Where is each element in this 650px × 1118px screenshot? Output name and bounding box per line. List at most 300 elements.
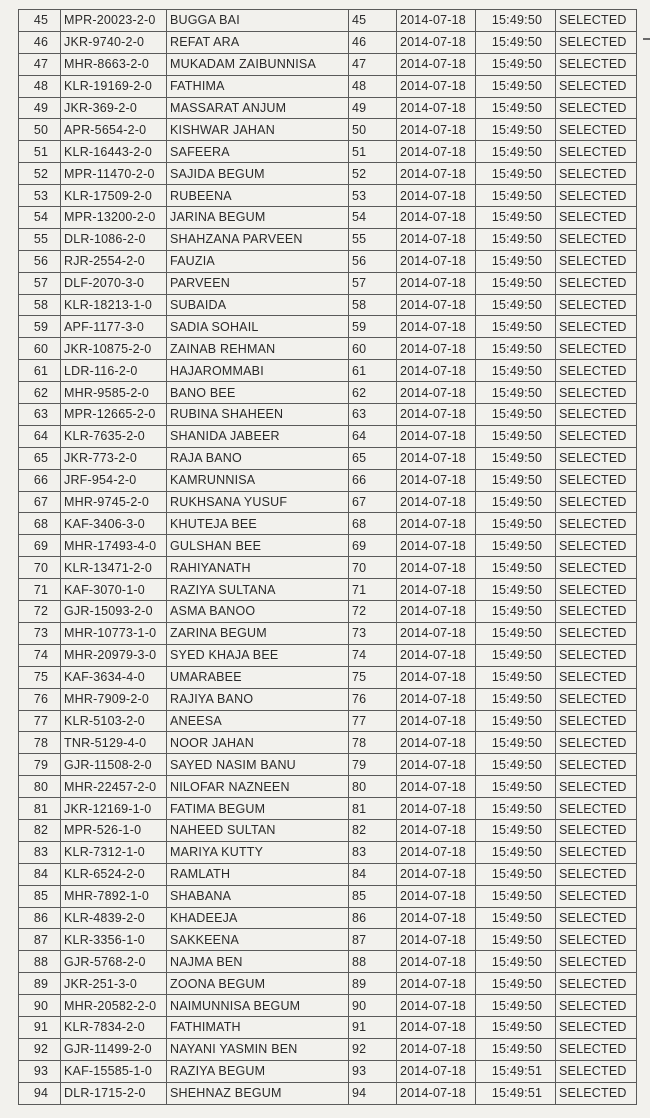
date-cell: 2014-07-18 (397, 97, 476, 119)
candidate-name-cell: MASSARAT ANJUM (167, 97, 349, 119)
serial-number-cell: 64 (19, 425, 61, 447)
application-id-cell: MHR-17493-4-0 (61, 535, 167, 557)
time-cell: 15:49:50 (476, 185, 556, 207)
rank-cell: 68 (349, 513, 397, 535)
status-cell: SELECTED (556, 688, 637, 710)
time-cell: 15:49:51 (476, 1082, 556, 1104)
candidate-name-cell: SHANIDA JABEER (167, 425, 349, 447)
candidate-name-cell: RAZIYA SULTANA (167, 579, 349, 601)
status-cell: SELECTED (556, 228, 637, 250)
candidate-name-cell: ZARINA BEGUM (167, 622, 349, 644)
time-cell: 15:49:50 (476, 10, 556, 32)
candidate-name-cell: HAJAROMMABI (167, 360, 349, 382)
date-cell: 2014-07-18 (397, 995, 476, 1017)
rank-cell: 71 (349, 579, 397, 601)
table-row (19, 863, 637, 885)
time-cell: 15:49:50 (476, 710, 556, 732)
application-id-cell: KAF-15585-1-0 (61, 1060, 167, 1082)
serial-number-cell: 58 (19, 294, 61, 316)
serial-number-cell: 50 (19, 119, 61, 141)
date-cell: 2014-07-18 (397, 163, 476, 185)
candidate-name-cell: KHADEEJA (167, 907, 349, 929)
application-id-cell: KLR-6524-2-0 (61, 863, 167, 885)
application-id-cell: MHR-9585-2-0 (61, 382, 167, 404)
date-cell: 2014-07-18 (397, 404, 476, 426)
date-cell: 2014-07-18 (397, 1038, 476, 1060)
time-cell: 15:49:50 (476, 885, 556, 907)
application-id-cell: MPR-12665-2-0 (61, 404, 167, 426)
application-id-cell: KLR-18213-1-0 (61, 294, 167, 316)
date-cell: 2014-07-18 (397, 360, 476, 382)
application-id-cell: MPR-20023-2-0 (61, 10, 167, 32)
serial-number-cell: 93 (19, 1060, 61, 1082)
candidate-name-cell: SAKKEENA (167, 929, 349, 951)
application-id-cell: DLR-1715-2-0 (61, 1082, 167, 1104)
rank-cell: 76 (349, 688, 397, 710)
status-cell: SELECTED (556, 382, 637, 404)
date-cell: 2014-07-18 (397, 798, 476, 820)
time-cell: 15:49:50 (476, 995, 556, 1017)
time-cell: 15:49:50 (476, 425, 556, 447)
serial-number-cell: 46 (19, 31, 61, 53)
rank-cell: 85 (349, 885, 397, 907)
date-cell: 2014-07-18 (397, 841, 476, 863)
serial-number-cell: 62 (19, 382, 61, 404)
application-id-cell: KLR-5103-2-0 (61, 710, 167, 732)
application-id-cell: MHR-22457-2-0 (61, 776, 167, 798)
time-cell: 15:49:50 (476, 776, 556, 798)
application-id-cell: KLR-16443-2-0 (61, 141, 167, 163)
time-cell: 15:49:50 (476, 666, 556, 688)
time-cell: 15:49:50 (476, 863, 556, 885)
serial-number-cell: 76 (19, 688, 61, 710)
date-cell: 2014-07-18 (397, 535, 476, 557)
date-cell: 2014-07-18 (397, 513, 476, 535)
application-id-cell: KAF-3406-3-0 (61, 513, 167, 535)
date-cell: 2014-07-18 (397, 776, 476, 798)
rank-cell: 61 (349, 360, 397, 382)
rank-cell: 58 (349, 294, 397, 316)
candidate-name-cell: MUKADAM ZAIBUNNISA (167, 53, 349, 75)
date-cell: 2014-07-18 (397, 141, 476, 163)
application-id-cell: TNR-5129-4-0 (61, 732, 167, 754)
application-id-cell: MHR-7892-1-0 (61, 885, 167, 907)
time-cell: 15:49:50 (476, 382, 556, 404)
date-cell: 2014-07-18 (397, 601, 476, 623)
rank-cell: 83 (349, 841, 397, 863)
table-row (19, 163, 637, 185)
date-cell: 2014-07-18 (397, 754, 476, 776)
table-row (19, 141, 637, 163)
rank-cell: 49 (349, 97, 397, 119)
date-cell: 2014-07-18 (397, 316, 476, 338)
application-id-cell: DLF-2070-3-0 (61, 272, 167, 294)
table-row (19, 1016, 637, 1038)
candidate-name-cell: RAMLATH (167, 863, 349, 885)
rank-cell: 81 (349, 798, 397, 820)
rank-cell: 92 (349, 1038, 397, 1060)
status-cell: SELECTED (556, 185, 637, 207)
status-cell: SELECTED (556, 951, 637, 973)
serial-number-cell: 52 (19, 163, 61, 185)
candidate-name-cell: RUBINA SHAHEEN (167, 404, 349, 426)
status-cell: SELECTED (556, 644, 637, 666)
date-cell: 2014-07-18 (397, 10, 476, 32)
status-cell: SELECTED (556, 425, 637, 447)
status-cell: SELECTED (556, 841, 637, 863)
table-row (19, 1060, 637, 1082)
serial-number-cell: 71 (19, 579, 61, 601)
application-id-cell: GJR-11508-2-0 (61, 754, 167, 776)
date-cell: 2014-07-18 (397, 75, 476, 97)
serial-number-cell: 85 (19, 885, 61, 907)
serial-number-cell: 87 (19, 929, 61, 951)
status-cell: SELECTED (556, 316, 637, 338)
time-cell: 15:49:50 (476, 513, 556, 535)
status-cell: SELECTED (556, 995, 637, 1017)
time-cell: 15:49:50 (476, 798, 556, 820)
rank-cell: 88 (349, 951, 397, 973)
serial-number-cell: 94 (19, 1082, 61, 1104)
date-cell: 2014-07-18 (397, 951, 476, 973)
rank-cell: 75 (349, 666, 397, 688)
serial-number-cell: 49 (19, 97, 61, 119)
rank-cell: 48 (349, 75, 397, 97)
time-cell: 15:49:50 (476, 119, 556, 141)
serial-number-cell: 45 (19, 10, 61, 32)
table-row (19, 1082, 637, 1104)
serial-number-cell: 86 (19, 907, 61, 929)
status-cell: SELECTED (556, 907, 637, 929)
rank-cell: 86 (349, 907, 397, 929)
date-cell: 2014-07-18 (397, 382, 476, 404)
status-cell: SELECTED (556, 31, 637, 53)
time-cell: 15:49:50 (476, 294, 556, 316)
status-cell: SELECTED (556, 404, 637, 426)
application-id-cell: MHR-20582-2-0 (61, 995, 167, 1017)
status-cell: SELECTED (556, 1082, 637, 1104)
serial-number-cell: 47 (19, 53, 61, 75)
margin-mark (643, 38, 650, 40)
time-cell: 15:49:50 (476, 622, 556, 644)
application-id-cell: KLR-4839-2-0 (61, 907, 167, 929)
candidate-name-cell: KISHWAR JAHAN (167, 119, 349, 141)
date-cell: 2014-07-18 (397, 469, 476, 491)
table-row (19, 841, 637, 863)
application-id-cell: MHR-10773-1-0 (61, 622, 167, 644)
application-id-cell: RJR-2554-2-0 (61, 250, 167, 272)
candidate-name-cell: MARIYA KUTTY (167, 841, 349, 863)
time-cell: 15:49:50 (476, 929, 556, 951)
rank-cell: 67 (349, 491, 397, 513)
rank-cell: 63 (349, 404, 397, 426)
candidate-name-cell: FAUZIA (167, 250, 349, 272)
table-row (19, 535, 637, 557)
table-row (19, 119, 637, 141)
serial-number-cell: 70 (19, 557, 61, 579)
time-cell: 15:49:50 (476, 1016, 556, 1038)
time-cell: 15:49:50 (476, 841, 556, 863)
rank-cell: 69 (349, 535, 397, 557)
rank-cell: 56 (349, 250, 397, 272)
status-cell: SELECTED (556, 513, 637, 535)
rank-cell: 60 (349, 338, 397, 360)
time-cell: 15:49:50 (476, 338, 556, 360)
time-cell: 15:49:50 (476, 973, 556, 995)
date-cell: 2014-07-18 (397, 666, 476, 688)
table-body (19, 10, 637, 1105)
candidate-name-cell: SHAHZANA PARVEEN (167, 228, 349, 250)
candidate-name-cell: PARVEEN (167, 272, 349, 294)
status-cell: SELECTED (556, 1038, 637, 1060)
table-row (19, 644, 637, 666)
serial-number-cell: 65 (19, 447, 61, 469)
table-row (19, 995, 637, 1017)
rank-cell: 89 (349, 973, 397, 995)
status-cell: SELECTED (556, 929, 637, 951)
serial-number-cell: 82 (19, 819, 61, 841)
rank-cell: 52 (349, 163, 397, 185)
date-cell: 2014-07-18 (397, 579, 476, 601)
rank-cell: 87 (349, 929, 397, 951)
time-cell: 15:49:50 (476, 469, 556, 491)
candidate-name-cell: RUBEENA (167, 185, 349, 207)
time-cell: 15:49:50 (476, 557, 556, 579)
time-cell: 15:49:50 (476, 644, 556, 666)
date-cell: 2014-07-18 (397, 447, 476, 469)
status-cell: SELECTED (556, 885, 637, 907)
application-id-cell: JKR-9740-2-0 (61, 31, 167, 53)
application-id-cell: JKR-12169-1-0 (61, 798, 167, 820)
candidate-name-cell: KAMRUNNISA (167, 469, 349, 491)
status-cell: SELECTED (556, 469, 637, 491)
serial-number-cell: 63 (19, 404, 61, 426)
application-id-cell: MHR-7909-2-0 (61, 688, 167, 710)
time-cell: 15:49:50 (476, 404, 556, 426)
status-cell: SELECTED (556, 973, 637, 995)
time-cell: 15:49:50 (476, 535, 556, 557)
serial-number-cell: 75 (19, 666, 61, 688)
time-cell: 15:49:50 (476, 141, 556, 163)
status-cell: SELECTED (556, 776, 637, 798)
status-cell: SELECTED (556, 622, 637, 644)
candidate-name-cell: SHABANA (167, 885, 349, 907)
application-id-cell: MHR-20979-3-0 (61, 644, 167, 666)
candidate-name-cell: SAFEERA (167, 141, 349, 163)
rank-cell: 80 (349, 776, 397, 798)
candidate-name-cell: GULSHAN BEE (167, 535, 349, 557)
date-cell: 2014-07-18 (397, 819, 476, 841)
status-cell: SELECTED (556, 557, 637, 579)
application-id-cell: JKR-10875-2-0 (61, 338, 167, 360)
rank-cell: 64 (349, 425, 397, 447)
application-id-cell: JKR-251-3-0 (61, 973, 167, 995)
status-cell: SELECTED (556, 491, 637, 513)
candidate-name-cell: ZAINAB REHMAN (167, 338, 349, 360)
serial-number-cell: 91 (19, 1016, 61, 1038)
rank-cell: 65 (349, 447, 397, 469)
status-cell: SELECTED (556, 163, 637, 185)
serial-number-cell: 56 (19, 250, 61, 272)
application-id-cell: KLR-19169-2-0 (61, 75, 167, 97)
status-cell: SELECTED (556, 1060, 637, 1082)
application-id-cell: GJR-5768-2-0 (61, 951, 167, 973)
table-row (19, 250, 637, 272)
serial-number-cell: 84 (19, 863, 61, 885)
status-cell: SELECTED (556, 360, 637, 382)
rank-cell: 72 (349, 601, 397, 623)
table-row (19, 1038, 637, 1060)
table-row (19, 228, 637, 250)
date-cell: 2014-07-18 (397, 272, 476, 294)
candidate-name-cell: RAZIYA BEGUM (167, 1060, 349, 1082)
status-cell: SELECTED (556, 250, 637, 272)
application-id-cell: KLR-17509-2-0 (61, 185, 167, 207)
serial-number-cell: 90 (19, 995, 61, 1017)
candidate-name-cell: SAYED NASIM BANU (167, 754, 349, 776)
table-row (19, 579, 637, 601)
table-row (19, 666, 637, 688)
serial-number-cell: 72 (19, 601, 61, 623)
table-row (19, 754, 637, 776)
status-cell: SELECTED (556, 53, 637, 75)
rank-cell: 90 (349, 995, 397, 1017)
serial-number-cell: 81 (19, 798, 61, 820)
rank-cell: 54 (349, 207, 397, 229)
selection-table (18, 9, 637, 1105)
serial-number-cell: 69 (19, 535, 61, 557)
table-row (19, 31, 637, 53)
serial-number-cell: 48 (19, 75, 61, 97)
status-cell: SELECTED (556, 710, 637, 732)
application-id-cell: MPR-13200-2-0 (61, 207, 167, 229)
application-id-cell: KLR-7635-2-0 (61, 425, 167, 447)
candidate-name-cell: NILOFAR NAZNEEN (167, 776, 349, 798)
table-row (19, 53, 637, 75)
serial-number-cell: 59 (19, 316, 61, 338)
time-cell: 15:49:50 (476, 75, 556, 97)
serial-number-cell: 55 (19, 228, 61, 250)
candidate-name-cell: JARINA BEGUM (167, 207, 349, 229)
table-row (19, 491, 637, 513)
table-row (19, 885, 637, 907)
candidate-name-cell: UMARABEE (167, 666, 349, 688)
application-id-cell: KLR-13471-2-0 (61, 557, 167, 579)
serial-number-cell: 80 (19, 776, 61, 798)
rank-cell: 78 (349, 732, 397, 754)
date-cell: 2014-07-18 (397, 885, 476, 907)
rank-cell: 74 (349, 644, 397, 666)
time-cell: 15:49:50 (476, 360, 556, 382)
application-id-cell: MHR-8663-2-0 (61, 53, 167, 75)
table-row (19, 732, 637, 754)
time-cell: 15:49:50 (476, 907, 556, 929)
serial-number-cell: 83 (19, 841, 61, 863)
application-id-cell: KAF-3070-1-0 (61, 579, 167, 601)
status-cell: SELECTED (556, 666, 637, 688)
candidate-name-cell: RUKHSANA YUSUF (167, 491, 349, 513)
serial-number-cell: 57 (19, 272, 61, 294)
date-cell: 2014-07-18 (397, 338, 476, 360)
status-cell: SELECTED (556, 141, 637, 163)
candidate-name-cell: ASMA BANOO (167, 601, 349, 623)
rank-cell: 73 (349, 622, 397, 644)
status-cell: SELECTED (556, 75, 637, 97)
date-cell: 2014-07-18 (397, 294, 476, 316)
date-cell: 2014-07-18 (397, 907, 476, 929)
time-cell: 15:49:50 (476, 31, 556, 53)
table-row (19, 973, 637, 995)
time-cell: 15:49:50 (476, 163, 556, 185)
application-id-cell: KLR-7834-2-0 (61, 1016, 167, 1038)
time-cell: 15:49:50 (476, 250, 556, 272)
time-cell: 15:49:50 (476, 316, 556, 338)
application-id-cell: JKR-369-2-0 (61, 97, 167, 119)
time-cell: 15:49:50 (476, 97, 556, 119)
candidate-name-cell: RAJIYA BANO (167, 688, 349, 710)
candidate-name-cell: NOOR JAHAN (167, 732, 349, 754)
date-cell: 2014-07-18 (397, 644, 476, 666)
rank-cell: 79 (349, 754, 397, 776)
time-cell: 15:49:50 (476, 819, 556, 841)
table-row (19, 360, 637, 382)
status-cell: SELECTED (556, 338, 637, 360)
status-cell: SELECTED (556, 863, 637, 885)
status-cell: SELECTED (556, 1016, 637, 1038)
table-row (19, 447, 637, 469)
serial-number-cell: 61 (19, 360, 61, 382)
time-cell: 15:49:50 (476, 1038, 556, 1060)
status-cell: SELECTED (556, 798, 637, 820)
candidate-name-cell: BUGGA BAI (167, 10, 349, 32)
serial-number-cell: 53 (19, 185, 61, 207)
table-row (19, 338, 637, 360)
table-row (19, 601, 637, 623)
rank-cell: 91 (349, 1016, 397, 1038)
application-id-cell: LDR-116-2-0 (61, 360, 167, 382)
candidate-name-cell: SAJIDA BEGUM (167, 163, 349, 185)
time-cell: 15:49:50 (476, 53, 556, 75)
table-row (19, 207, 637, 229)
date-cell: 2014-07-18 (397, 973, 476, 995)
date-cell: 2014-07-18 (397, 863, 476, 885)
table-row (19, 404, 637, 426)
status-cell: SELECTED (556, 294, 637, 316)
status-cell: SELECTED (556, 207, 637, 229)
application-id-cell: MHR-9745-2-0 (61, 491, 167, 513)
candidate-name-cell: SHEHNAZ BEGUM (167, 1082, 349, 1104)
status-cell: SELECTED (556, 601, 637, 623)
time-cell: 15:49:50 (476, 601, 556, 623)
application-id-cell: KLR-3356-1-0 (61, 929, 167, 951)
date-cell: 2014-07-18 (397, 622, 476, 644)
candidate-name-cell: REFAT ARA (167, 31, 349, 53)
table-row (19, 513, 637, 535)
table-row (19, 469, 637, 491)
date-cell: 2014-07-18 (397, 119, 476, 141)
table-row (19, 688, 637, 710)
candidate-name-cell: ZOONA BEGUM (167, 973, 349, 995)
serial-number-cell: 79 (19, 754, 61, 776)
serial-number-cell: 54 (19, 207, 61, 229)
table-row (19, 951, 637, 973)
application-id-cell: APF-1177-3-0 (61, 316, 167, 338)
time-cell: 15:49:50 (476, 688, 556, 710)
status-cell: SELECTED (556, 119, 637, 141)
serial-number-cell: 51 (19, 141, 61, 163)
time-cell: 15:49:51 (476, 1060, 556, 1082)
rank-cell: 50 (349, 119, 397, 141)
